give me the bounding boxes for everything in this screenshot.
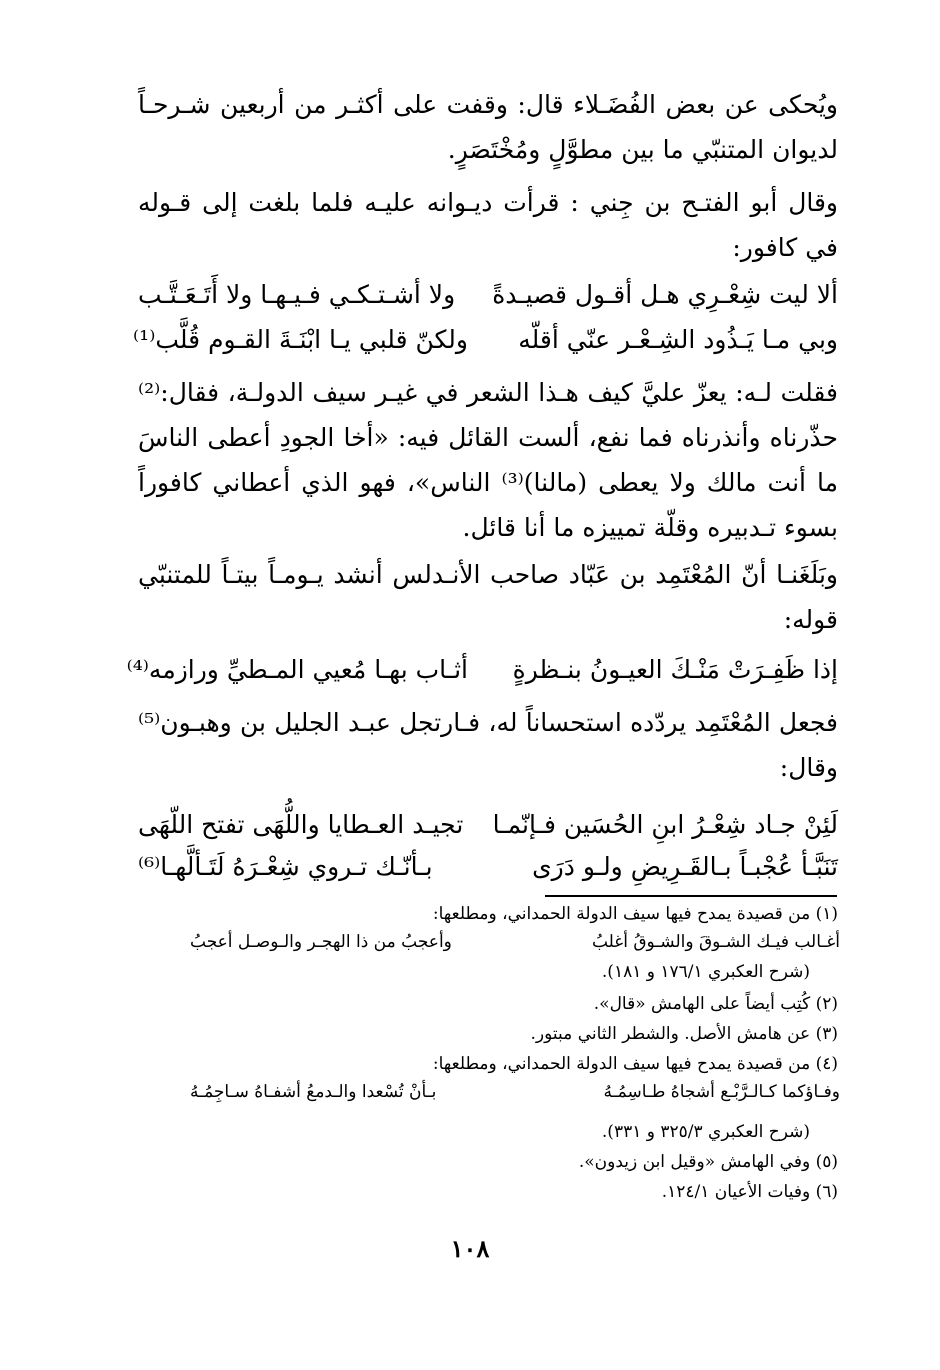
paragraph-3: فقلت لـه: يعزّ عليَّ كيف هـذا الشعر في غيـر سيف الدولـة، فقال:⁽²⁾ حذّرناه وأنذرناه فما نفع، ألست القائل فيه: «أخا الجودِ أعطى الناسَ ما أنت مالك ولا يعطى (مالنا)⁽³⁾ الناس»، فهو الذي أعطاني كافوراً بسوء تـدبيره وقلّة تمييزه ما أنا قائل. [138, 378, 838, 542]
footnote-6: (٦) وفيات الأعيان ١٢٤/١. [661, 1182, 838, 1202]
footnote-3: (٣) عن هامش الأصل. والشطر الثاني مبتور. [530, 1024, 838, 1044]
verse-3 [126, 650, 838, 690]
paragraph-5: فجعل المُعْتَمِد يردّده استحساناً له، فـارتجل عبـد الجليل بن وهبـون⁽⁵⁾ وقال: [138, 708, 838, 782]
verse-4-second-hemistich: تجيـد العـطايا واللُّهَى تفتح اللّهَى [138, 810, 464, 839]
footnote-4-verse-first: وفـاؤكما كـالـرَّبْـع أشجاهُ طـاسِمُـهُ [603, 1082, 840, 1102]
verse-1 [138, 275, 838, 315]
footnote-1-verse-first: أغـالب فيـك الشـوقَ والشـوقُ أغلبُ [591, 932, 840, 952]
verse-4-first-hemistich: لَئِنْ جـاد شِعْـرُ ابنِ الحُسَين فـإنّمـا [492, 810, 838, 839]
verse-3-second-hemistich: أثـاب بهـا مُعيي المـطيِّ ورازمه⁽⁴⁾ [126, 655, 468, 684]
verse-2-first-hemistich: وبي مـا يَـذُود الشِـعْـر عنّي أقلّه [518, 325, 838, 354]
verse-1-second-hemistich: ولا أشـتـكـي فـيـهـا ولا أَتَـعَـتَّـب [138, 280, 456, 309]
verse-2-second-hemistich: ولكنّ قلبي يـا ابْنَـةَ القـوم قُلَّب⁽¹⁾ [133, 325, 468, 354]
footnote-4-verse-second: بـأنْ تُسْعدا والـدمعُ أشفـاهُ سـاجِمُـهُ [190, 1082, 437, 1102]
footnote-1-source: (شرح العكبري ١٧٦/١ و ١٨١). [601, 962, 810, 982]
footnote-1-verse-second: وأعجبُ من ذا الهجـر والـوصـل أعجبُ [190, 932, 452, 952]
verse-5-second-hemistich: بـأنّـك تـروي شِعْـرَهُ لَتَـألَّهـا⁽⁶⁾ [138, 852, 433, 881]
footnote-1: (١) من قصيدة يمدح فيها سيف الدولة الحمداني، ومطلعها: [432, 904, 838, 924]
page-number: ١٠٨ [450, 1234, 490, 1263]
paragraph-4: وبَلَغَنـا أنّ المُعْتَمِد بن عَبّاد صاحب الأنـدلس أنشد يـومـاً بيتـاً للمتنبّي قوله: [138, 560, 838, 634]
footnote-5: (٥) وفي الهامش «وقيل ابن زيدون». [578, 1152, 838, 1172]
footnote-separator [545, 895, 837, 897]
verse-2 [133, 320, 838, 360]
paragraph-1: ويُحكى عن بعض الفُضَـلاء قال: وقفت على أكثـر من أربعين شـرحـاً لديوان المتنبّي ما بين مطوَّلٍ ومُخْتَصَرٍ. [138, 90, 838, 164]
footnote-2: (٢) كُتِب أيضاً على الهامش «قال». [593, 994, 838, 1014]
footnote-4: (٤) من قصيدة يمدح فيها سيف الدولة الحمداني، ومطلعها: [432, 1054, 838, 1074]
verse-3-first-hemistich: إذا ظَفِـرَتْ مَنْـكَ العيـونُ بنـظرةٍ [512, 655, 838, 684]
footnote-4-source: (شرح العكبري ٣٢٥/٣ و ٣٣١). [601, 1122, 810, 1142]
verse-5-first-hemistich: تَنَبَّـأ عُجْبـاً بـالقَـرِيضِ ولـو دَرَى [532, 852, 838, 881]
verse-5 [138, 847, 838, 887]
paragraph-2: وقال أبو الفتـح بن جِني : قرأت ديـوانه عليـه فلما بلغت إلى قـوله في كافور: [138, 188, 838, 262]
verse-1-first-hemistich: ألا ليت شِعْـرِي هـل أقـول قصيـدةً [492, 280, 838, 309]
footnote-1-verse [190, 928, 840, 956]
footnote-4-verse [190, 1078, 840, 1106]
verse-4 [138, 805, 838, 845]
